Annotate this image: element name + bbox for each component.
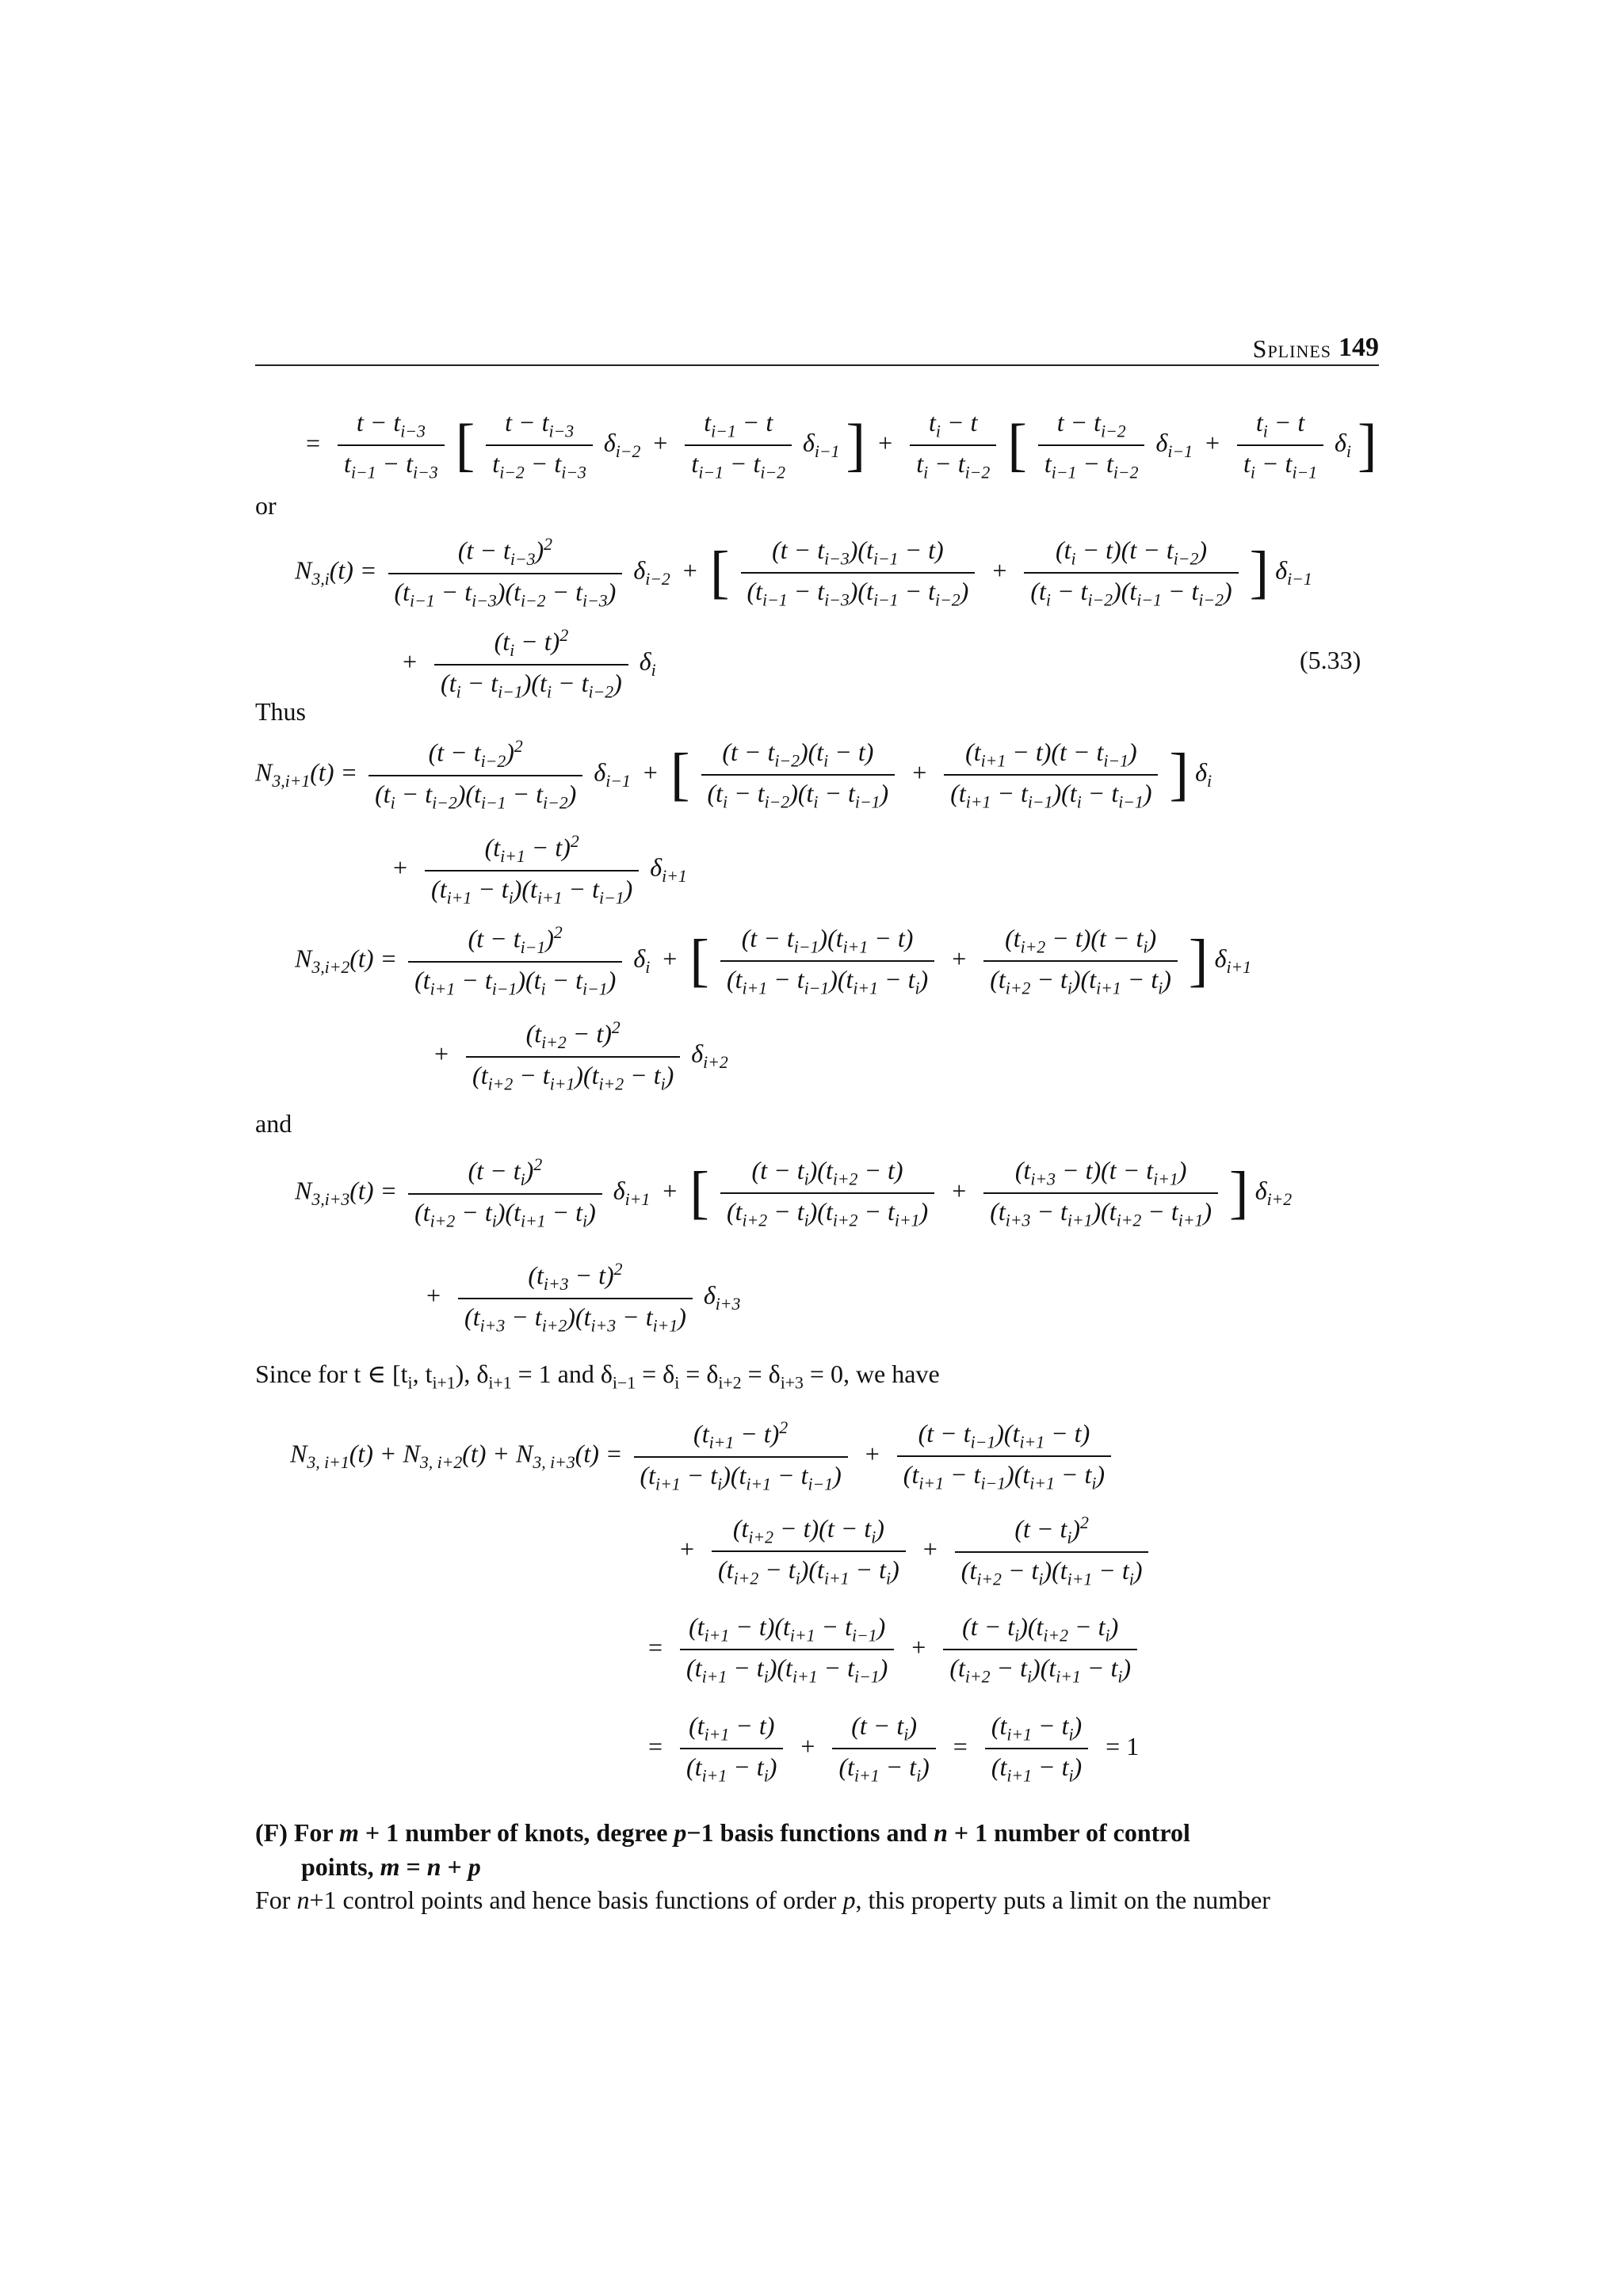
text-and: and [255, 1109, 292, 1138]
equation-n3-i3-line2: + $\frac{(t_{i+3} - t)^2}{(t_{i+3} - t_{i+2})(t_{i+3} - t_{i+1})}$ $\delta_{i+3}$ [426, 1260, 741, 1336]
fraction: $\frac{(t - t_i)^2}{(t_{i+2} - t_i)(t_{i+1} - t_i)}$ [408, 1155, 602, 1231]
equation-5-33-line1: $N_{3,i}(t)$ = $\frac{(t - t_{i-3})^2}{(t_{i-1} - t_{i-3})(t_{i-2} - t_{i-3})}$ $\delta_{i-2}$ + [ $\frac{(t - t_{i-3})(t_{i-1} - t)}{(t_{i-1} - t_{i-3})(t_{i-1} - t_{i-2})}$ + $\frac{(t_i - t)(t - t_{i-2})}{(t_i - t_{i-2})(t_{i-1} - t_{i-2})}$ ] $\delta_{i-1}$ [295, 535, 1312, 611]
equation-expansion: = $\frac{t - t_{i-3}}{t_{i-1} - t_{i-3}}$ [ $\frac{t - t_{i-3}}{t_{i-2} - t_{i-3}}$ $\delta_{i-2}$ + $\frac{t_{i-1} - t}{t_{i-1} - t_{i-2}}$ $\delta_{i-1}$ ] + $\frac{t_i - t}{t_i - t_{i-2}}$ [ $\frac{t - t_{i-2}}{t_{i-1} - t_{i-2}}$ $\delta_{i-1}$ + $\frac{t_i - t}{t_i - t_{i-1}}$ $\delta_i$ ] [306, 408, 1377, 482]
fraction: $\frac{(t - t_i)}{(t_{i+1} - t_i)}$ [832, 1711, 935, 1787]
fraction: $\frac{t - t_{i-2}}{t_{i-1} - t_{i-2}}$ [1038, 408, 1145, 483]
equation-n3-i1-line1: $N_{3,i+1}(t)$ = $\frac{(t - t_{i-2})^2}{(t_i - t_{i-2})(t_{i-1} - t_{i-2})}$ $\delta_{i-1}$ + [ $\frac{(t - t_{i-2})(t_i - t)}{(t_i - t_{i-2})(t_i - t_{i-1})}$ + $\frac{(t_{i+1} - t)(t - t_{i-1})}{(t_{i+1} - t_{i-1})(t_i - t_{i-1})}$ ] $\delta_i$ [255, 737, 1212, 813]
text-thus: Thus [255, 697, 306, 726]
fraction: $\frac{(t_{i+1} - t)(t_{i+1} - t_{i-1})}{(t_{i+1} - t_i)(t_{i+1} - t_{i-1})}$ [680, 1612, 894, 1688]
fraction: $\frac{(t - t_{i-1})(t_{i+1} - t)}{(t_{i+1} - t_{i-1})(t_{i+1} - t_i)}$ [720, 924, 934, 999]
running-header [255, 333, 1379, 366]
fraction: $\frac{(t_{i+2} - t)(t - t_i)}{(t_{i+2} - t_i)(t_{i+1} - t_i)}$ [712, 1514, 906, 1589]
equation-n3-i3-line1: $N_{3,i+3}(t)$ = $\frac{(t - t_i)^2}{(t_{i+2} - t_i)(t_{i+1} - t_i)}$ $\delta_{i+1}$ + [ $\frac{(t - t_i)(t_{i+2} - t)}{(t_{i+2} - t_i)(t_{i+2} - t_{i+1})}$ + $\frac{(t_{i+3} - t)(t - t_{i+1})}{(t_{i+3} - t_{i+1})(t_{i+2} - t_{i+1})}$ ] $\delta_{i+2}$ [295, 1155, 1293, 1231]
fraction: $\frac{(t_{i+3} - t)^2}{(t_{i+3} - t_{i+2})(t_{i+3} - t_{i+1})}$ [458, 1260, 693, 1336]
fraction: $\frac{(t_{i+1} - t_i)}{(t_{i+1} - t_i)}$ [985, 1711, 1088, 1787]
paragraph-last: For n+1 control points and hence basis functions of order p, this property puts a limit on the number [255, 1886, 1270, 1914]
text-or: or [255, 491, 277, 520]
fraction: $\frac{(t - t_{i-2})^2}{(t_i - t_{i-2})(t_{i-1} - t_{i-2})}$ [369, 737, 582, 813]
fraction: $\frac{(t_{i+1} - t)^2}{(t_{i+1} - t_i)(t_{i+1} - t_{i-1})}$ [425, 832, 639, 908]
fraction: $\frac{t - t_{i-3}}{t_{i-1} - t_{i-3}}$ [338, 408, 445, 483]
fraction: $\frac{(t - t_{i-3})^2}{(t_{i-1} - t_{i-3})(t_{i-2} - t_{i-3})}$ [388, 535, 623, 611]
fraction: $\frac{(t - t_{i-2})(t_i - t)}{(t_i - t_{i-2})(t_i - t_{i-1})}$ [701, 738, 896, 813]
fraction: $\frac{(t_{i+3} - t)(t - t_{i+1})}{(t_{i+3} - t_{i+1})(t_{i+2} - t_{i+1})}$ [983, 1156, 1218, 1231]
page-number: 149 [1338, 333, 1379, 362]
fraction: $\frac{(t - t_{i-1})(t_{i+1} - t)}{(t_{i+1} - t_{i-1})(t_{i+1} - t_i)}$ [897, 1419, 1111, 1494]
equation-5-33-line2: + $\frac{(t_i - t)^2}{(t_i - t_{i-1})(t_i - t_{i-2})}$ $\delta_i$ [403, 626, 656, 702]
fraction: $\frac{(t_i - t)(t - t_{i-2})}{(t_i - t_{i-2})(t_{i-1} - t_{i-2})}$ [1024, 536, 1238, 611]
fraction: $\frac{t_{i-1} - t}{t_{i-1} - t_{i-2}}$ [685, 408, 792, 483]
fraction: $\frac{(t_{i+1} - t)^2}{(t_{i+1} - t_i)(t_{i+1} - t_{i-1})}$ [634, 1418, 848, 1494]
fraction: $\frac{t_i - t}{t_i - t_{i-1}}$ [1237, 408, 1323, 483]
fraction: $\frac{(t - t_i)(t_{i+2} - t)}{(t_{i+2} - t_i)(t_{i+2} - t_{i+1})}$ [720, 1156, 934, 1231]
fraction: $\frac{(t_i - t)^2}{(t_i - t_{i-1})(t_i - t_{i-2})}$ [434, 626, 628, 702]
equation-sum-line2: + $\frac{(t_{i+2} - t)(t - t_i)}{(t_{i+2} - t_i)(t_{i+1} - t_i)}$ + $\frac{(t - t_i)^2}{(t_{i+2} - t_i)(t_{i+1} - t_i)}$ [674, 1513, 1153, 1589]
fraction: $\frac{(t_{i+2} - t)^2}{(t_{i+2} - t_{i+1})(t_{i+2} - t_i)}$ [466, 1018, 680, 1094]
equation-sum-line4: = $\frac{(t_{i+1} - t)}{(t_{i+1} - t_i)}$ + $\frac{(t - t_i)}{(t_{i+1} - t_i)}$ = $\frac{(t_{i+1} - t_i)}{(t_{i+1} - t_i)}$ = 1 [648, 1711, 1140, 1786]
fraction: $\frac{(t - t_{i-1})^2}{(t_{i+1} - t_{i-1})(t_i - t_{i-1})}$ [408, 923, 622, 999]
equation-number: (5.33) [1300, 646, 1361, 674]
fraction: $\frac{(t - t_i)^2}{(t_{i+2} - t_i)(t_{i+1} - t_i)}$ [955, 1513, 1149, 1589]
fraction: $\frac{t_i - t}{t_i - t_{i-2}}$ [910, 408, 996, 483]
equation-n3-i2-line2: + $\frac{(t_{i+2} - t)^2}{(t_{i+2} - t_{i+1})(t_{i+2} - t_i)}$ $\delta_{i+2}$ [434, 1018, 728, 1094]
fraction: $\frac{(t - t_{i-3})(t_{i-1} - t)}{(t_{i-1} - t_{i-3})(t_{i-1} - t_{i-2})}$ [741, 536, 976, 611]
section-heading-f: (F) For m + 1 number of knots, degree p−1 basis functions and n + 1 number of control [255, 1818, 1190, 1847]
equation-n3-i1-line2: + $\frac{(t_{i+1} - t)^2}{(t_{i+1} - t_i)(t_{i+1} - t_{i-1})}$ $\delta_{i+1}$ [393, 832, 687, 908]
section-heading-f-line2: points, m = n + p [301, 1852, 481, 1881]
text-since: Since for t ∈ [$t_i$, $t_{i+1}$), $\delta_{i+1} = 1$ and $\delta_{i-1} = \delta_i = \delta_{i+2} = \delta_{i+3} = 0$, we have [255, 1360, 940, 1393]
fraction: $\frac{(t_{i+1} - t)(t - t_{i-1})}{(t_{i+1} - t_{i-1})(t_i - t_{i-1})}$ [944, 738, 1158, 813]
equation-sum-line3: = $\frac{(t_{i+1} - t)(t_{i+1} - t_{i-1})}{(t_{i+1} - t_i)(t_{i+1} - t_{i-1})}$ + $\frac{(t - t_i)(t_{i+2} - t_i)}{(t_{i+2} - t_i)(t_{i+1} - t_i)}$ [642, 1612, 1142, 1688]
fraction: $\frac{(t_{i+2} - t)(t - t_i)}{(t_{i+2} - t_i)(t_{i+1} - t_i)}$ [983, 924, 1178, 999]
header-title: Splines [1252, 334, 1331, 363]
fraction: $\frac{t - t_{i-3}}{t_{i-2} - t_{i-3}}$ [486, 408, 593, 483]
fraction: $\frac{(t - t_i)(t_{i+2} - t_i)}{(t_{i+2} - t_i)(t_{i+1} - t_i)}$ [943, 1612, 1137, 1688]
equation-sum-line1: $N_{3, i+1}(t) + N_{3, i+2}(t) + N_{3, i+3}(t)$ = $\frac{(t_{i+1} - t)^2}{(t_{i+1} - t_i)(t_{i+1} - t_{i-1})}$ + $\frac{(t - t_{i-1})(t_{i+1} - t)}{(t_{i+1} - t_{i-1})(t_{i+1} - t_i)}$ [290, 1418, 1116, 1494]
fraction: $\frac{(t_{i+1} - t)}{(t_{i+1} - t_i)}$ [680, 1711, 783, 1787]
equation-n3-i2-line1: $N_{3,i+2}(t)$ = $\frac{(t - t_{i-1})^2}{(t_{i+1} - t_{i-1})(t_i - t_{i-1})}$ $\delta_i$ + [ $\frac{(t - t_{i-1})(t_{i+1} - t)}{(t_{i+1} - t_{i-1})(t_{i+1} - t_i)}$ + $\frac{(t_{i+2} - t)(t - t_i)}{(t_{i+2} - t_i)(t_{i+1} - t_i)}$ ] $\delta_{i+1}$ [295, 923, 1252, 999]
